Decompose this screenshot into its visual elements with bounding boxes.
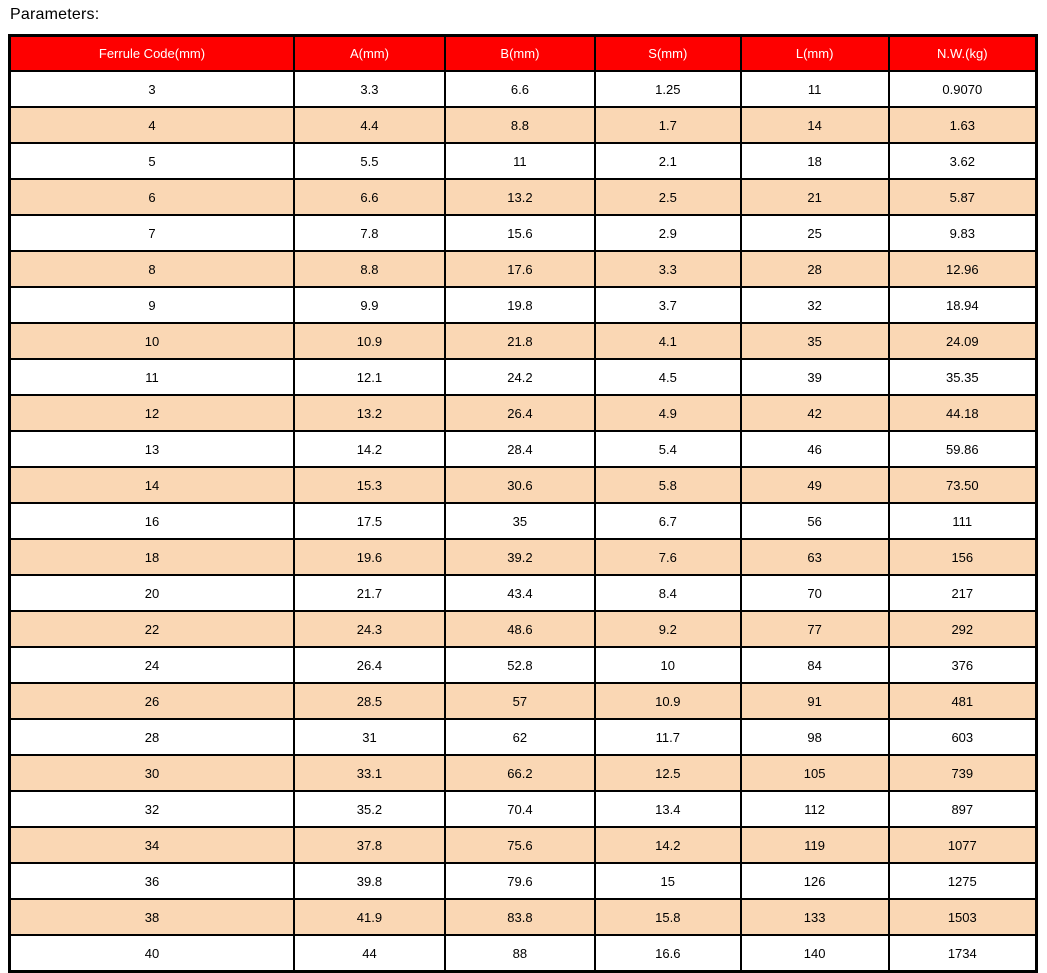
table-body: [10, 71, 1037, 972]
table-cell: 16: [10, 503, 294, 539]
table-cell: 36: [10, 863, 294, 899]
table-cell: 79.6: [445, 863, 595, 899]
table-cell: 32: [741, 287, 889, 323]
table-cell: 5.8: [595, 467, 741, 503]
table-cell: 111: [889, 503, 1037, 539]
table-cell: 3.3: [595, 251, 741, 287]
table-cell: 35: [445, 503, 595, 539]
table-cell: 46: [741, 431, 889, 467]
table-cell: 91: [741, 683, 889, 719]
table-cell: 26: [10, 683, 294, 719]
table-cell: 8.8: [445, 107, 595, 143]
table-cell: 6.7: [595, 503, 741, 539]
table-cell: 8.4: [595, 575, 741, 611]
table-cell: 39: [741, 359, 889, 395]
table-cell: 105: [741, 755, 889, 791]
table-cell: 11: [741, 71, 889, 107]
table-cell: 39.8: [294, 863, 445, 899]
table-cell: 24.09: [889, 323, 1037, 359]
table-cell: 31: [294, 719, 445, 755]
table-cell: 6: [10, 179, 294, 215]
table-cell: 35.2: [294, 791, 445, 827]
table-cell: 9.83: [889, 215, 1037, 251]
table-cell: 112: [741, 791, 889, 827]
table-cell: 16.6: [595, 935, 741, 972]
table-cell: 48.6: [445, 611, 595, 647]
table-row: [10, 863, 1037, 899]
parameters-table: [8, 34, 1038, 973]
table-cell: 3.7: [595, 287, 741, 323]
column-header: A(mm): [294, 36, 445, 72]
table-cell: 13.2: [294, 395, 445, 431]
table-row: [10, 287, 1037, 323]
table-cell: 84: [741, 647, 889, 683]
table-row: [10, 251, 1037, 287]
table-cell: 98: [741, 719, 889, 755]
table-cell: 38: [10, 899, 294, 935]
table-cell: 28.5: [294, 683, 445, 719]
table-row: [10, 683, 1037, 719]
table-row: [10, 575, 1037, 611]
table-row: [10, 539, 1037, 575]
table-cell: 376: [889, 647, 1037, 683]
table-cell: 70: [741, 575, 889, 611]
table-cell: 3.3: [294, 71, 445, 107]
column-header: L(mm): [741, 36, 889, 72]
table-row: [10, 71, 1037, 107]
table-cell: 62: [445, 719, 595, 755]
table-cell: 44: [294, 935, 445, 972]
table-cell: 7: [10, 215, 294, 251]
table-cell: 8: [10, 251, 294, 287]
table-cell: 22: [10, 611, 294, 647]
table-cell: 897: [889, 791, 1037, 827]
table-row: [10, 179, 1037, 215]
table-cell: 26.4: [445, 395, 595, 431]
table-cell: 133: [741, 899, 889, 935]
table-cell: 75.6: [445, 827, 595, 863]
table-cell: 11: [445, 143, 595, 179]
table-cell: 1077: [889, 827, 1037, 863]
table-cell: 6.6: [294, 179, 445, 215]
table-cell: 1734: [889, 935, 1037, 972]
table-cell: 14.2: [294, 431, 445, 467]
column-header: S(mm): [595, 36, 741, 72]
table-cell: 70.4: [445, 791, 595, 827]
column-header: N.W.(kg): [889, 36, 1037, 72]
table-cell: 44.18: [889, 395, 1037, 431]
table-row: [10, 719, 1037, 755]
table-cell: 4.1: [595, 323, 741, 359]
table-cell: 24.2: [445, 359, 595, 395]
table-cell: 24.3: [294, 611, 445, 647]
table-cell: 481: [889, 683, 1037, 719]
table-cell: 9.9: [294, 287, 445, 323]
table-cell: 49: [741, 467, 889, 503]
table-cell: 66.2: [445, 755, 595, 791]
table-cell: 59.86: [889, 431, 1037, 467]
table-header-row: [10, 36, 1037, 72]
table-cell: 1.7: [595, 107, 741, 143]
table-cell: 126: [741, 863, 889, 899]
table-cell: 1.63: [889, 107, 1037, 143]
table-cell: 24: [10, 647, 294, 683]
table-cell: 4.5: [595, 359, 741, 395]
table-cell: 292: [889, 611, 1037, 647]
table-row: [10, 647, 1037, 683]
table-cell: 28.4: [445, 431, 595, 467]
table-cell: 35: [741, 323, 889, 359]
table-cell: 2.5: [595, 179, 741, 215]
table-cell: 119: [741, 827, 889, 863]
table-cell: 18.94: [889, 287, 1037, 323]
table-row: [10, 791, 1037, 827]
table-cell: 11.7: [595, 719, 741, 755]
table-cell: 15.3: [294, 467, 445, 503]
table-row: [10, 323, 1037, 359]
table-cell: 11: [10, 359, 294, 395]
table-row: [10, 467, 1037, 503]
table-cell: 12.1: [294, 359, 445, 395]
table-cell: 40: [10, 935, 294, 972]
table-cell: 56: [741, 503, 889, 539]
table-cell: 37.8: [294, 827, 445, 863]
table-cell: 12: [10, 395, 294, 431]
table-cell: 4: [10, 107, 294, 143]
table-cell: 10: [595, 647, 741, 683]
table-cell: 13.4: [595, 791, 741, 827]
table-cell: 26.4: [294, 647, 445, 683]
table-cell: 15.6: [445, 215, 595, 251]
table-cell: 43.4: [445, 575, 595, 611]
table-cell: 217: [889, 575, 1037, 611]
table-cell: 14: [741, 107, 889, 143]
table-cell: 21.8: [445, 323, 595, 359]
table-cell: 28: [741, 251, 889, 287]
table-cell: 1275: [889, 863, 1037, 899]
table-cell: 39.2: [445, 539, 595, 575]
table-cell: 88: [445, 935, 595, 972]
column-header: Ferrule Code(mm): [10, 36, 294, 72]
table-row: [10, 395, 1037, 431]
table-cell: 1503: [889, 899, 1037, 935]
table-cell: 13: [10, 431, 294, 467]
table-cell: 603: [889, 719, 1037, 755]
table-cell: 17.5: [294, 503, 445, 539]
table-cell: 34: [10, 827, 294, 863]
table-cell: 30: [10, 755, 294, 791]
table-row: [10, 215, 1037, 251]
table-cell: 8.8: [294, 251, 445, 287]
table-cell: 41.9: [294, 899, 445, 935]
table-cell: 20: [10, 575, 294, 611]
table-cell: 14.2: [595, 827, 741, 863]
table-cell: 52.8: [445, 647, 595, 683]
table-cell: 19.6: [294, 539, 445, 575]
table-cell: 140: [741, 935, 889, 972]
table-cell: 15: [595, 863, 741, 899]
table-cell: 5: [10, 143, 294, 179]
table-cell: 33.1: [294, 755, 445, 791]
table-cell: 5.4: [595, 431, 741, 467]
table-cell: 73.50: [889, 467, 1037, 503]
table-cell: 4.4: [294, 107, 445, 143]
table-cell: 1.25: [595, 71, 741, 107]
table-row: [10, 935, 1037, 972]
table-cell: 3.62: [889, 143, 1037, 179]
table-row: [10, 107, 1037, 143]
table-cell: 15.8: [595, 899, 741, 935]
table-row: [10, 143, 1037, 179]
table-cell: 7.6: [595, 539, 741, 575]
table-cell: 3: [10, 71, 294, 107]
table-cell: 25: [741, 215, 889, 251]
table-cell: 0.9070: [889, 71, 1037, 107]
page-title: Parameters:: [10, 6, 100, 23]
table-cell: 9.2: [595, 611, 741, 647]
table-cell: 2.9: [595, 215, 741, 251]
table-cell: 9: [10, 287, 294, 323]
table-cell: 32: [10, 791, 294, 827]
table-cell: 42: [741, 395, 889, 431]
table-cell: 28: [10, 719, 294, 755]
table-cell: 30.6: [445, 467, 595, 503]
table-row: [10, 827, 1037, 863]
table-cell: 63: [741, 539, 889, 575]
table-cell: 83.8: [445, 899, 595, 935]
table-cell: 13.2: [445, 179, 595, 215]
table-cell: 739: [889, 755, 1037, 791]
table-row: [10, 755, 1037, 791]
table-cell: 35.35: [889, 359, 1037, 395]
table-cell: 21: [741, 179, 889, 215]
table-cell: 5.5: [294, 143, 445, 179]
table-cell: 19.8: [445, 287, 595, 323]
table-cell: 2.1: [595, 143, 741, 179]
table-cell: 4.9: [595, 395, 741, 431]
table-cell: 10: [10, 323, 294, 359]
table-cell: 21.7: [294, 575, 445, 611]
table-cell: 18: [741, 143, 889, 179]
table-cell: 5.87: [889, 179, 1037, 215]
column-header: B(mm): [445, 36, 595, 72]
table-row: [10, 503, 1037, 539]
table-cell: 156: [889, 539, 1037, 575]
table-cell: 14: [10, 467, 294, 503]
table-cell: 10.9: [595, 683, 741, 719]
table-cell: 12.96: [889, 251, 1037, 287]
table-cell: 77: [741, 611, 889, 647]
table-cell: 18: [10, 539, 294, 575]
table-cell: 12.5: [595, 755, 741, 791]
table-cell: 10.9: [294, 323, 445, 359]
table-row: [10, 431, 1037, 467]
table-cell: 6.6: [445, 71, 595, 107]
table-cell: 57: [445, 683, 595, 719]
table-cell: 7.8: [294, 215, 445, 251]
table-row: [10, 611, 1037, 647]
table-row: [10, 359, 1037, 395]
table-row: [10, 899, 1037, 935]
table-cell: 17.6: [445, 251, 595, 287]
